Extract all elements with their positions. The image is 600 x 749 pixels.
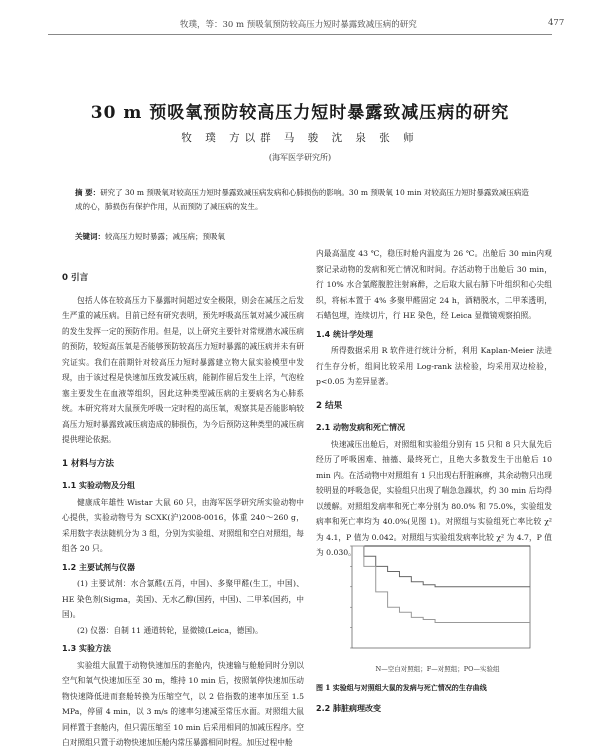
figure-caption: 图 1 实验组与对照组大鼠的发病与死亡情况的生存曲线 [316, 683, 487, 692]
article-authors: 牧 璞 方以群 马 骏 沈 泉 张 师 [181, 132, 419, 144]
section-1-3-text: 实验组大鼠置于动物快速加压的套舱内，快速输与舱舱同时分别以空气和氧气快速加压至 30 m，维持 10 min 后，按照氧停快速加压动物快速降低进而套舱转换为压缩空气，以 2 倍指数的速率加压至 1.5 MPa，停留 4 min，以 3 m/s 的速率匀速减至常压水面。对照组大鼠同样置于套舱内，但只需压缩至 10 min 后采用相同的加减压程序。空白对照组只置于动物快速加压舱内常压暴露相同时程。加压过程中舱 [62, 660, 304, 747]
section-1-2-heading: 1.2 主要试剂与仪器 [62, 562, 135, 572]
header-rule [48, 34, 552, 35]
running-title: 牧璞，等：30 m 预吸氧预防较高压力短时暴露致减压病的研究 [180, 20, 417, 30]
keywords [75, 231, 530, 242]
chart-frame [352, 546, 530, 648]
series-line-f [352, 546, 530, 623]
series-line-po [352, 546, 530, 587]
article-affiliation: (海军医学研究所) [268, 153, 332, 162]
abstract-text: 研究了 30 m 预吸氧对较高压力短时暴露致减压病发病和心肺损伤的影响。30 m 预吸氧 10 min 对较高压力短时暴露致减压病造成的心，肺损伤有保护作用，从而预防了减压病的发生。 [75, 188, 529, 211]
section-1-4-heading: 1.4 统计学处理 [316, 329, 373, 339]
reagents-item: (1) 主要试剂：水合氯醛(五肖，中国)、多聚甲醛(生工，中国)、HE 染色剂(Sigma，美国)、无水乙醇(国药，中国)、二甲苯(国药，中国)。 [62, 579, 304, 619]
intro-text: 包括人体在较高压力下暴露时间超过安全极限，则会在减压之后发生严重的减压病。目前已经有研究表明，预先呼吸高压氧对减少减压病的发生发挥一定的预防作用。但是，以上研究主要针对常规潜水减压病的预防，较短高压氧是否能够预防较高压力短时暴露的减压病并未有研究证实。我们在前期针对较高压力短时暴露建立物大鼠实验模型中发现，由于该过程是快速加压致发减压病，能制作留后发生上浮，气泡栓塞主要发生在血液等组织，因此这种类型减压病的主要病名为心肺系统。本研究将对大鼠预先呼吸一定时程的高压氧，观察其是否能影响较高压力短时暴露致减压病造成的肺损伤，为今后预防这种类型的减压病提供理论依据。 [62, 295, 304, 444]
section-1-3-heading: 1.3 实验方法 [62, 644, 111, 653]
section-1-1-text: 健康成年雄性 Wistar 大鼠 60 只，由海军医学研究所实验动物中心提供，实验动物号为 SCXK(沪)2008-0016，体重 240～260 g，采用数字表法随机分为 3 组，分别为实验组、对照组和空白对照组，每组各 20 只。 [62, 497, 304, 553]
survival-chart [330, 538, 545, 663]
keywords-label: 关键词： [75, 232, 105, 241]
intro-heading: 0 引言 [62, 273, 89, 283]
instruments-item: (2) 仪器：自制 11 通道转轮，显微镜(Leica，德国)。 [77, 625, 263, 635]
section-2-1-heading: 2.1 动物发病和死亡情况 [316, 423, 405, 432]
section-2-2-heading: 2.2 肺脏病理改变 [316, 704, 381, 713]
section-1-1-heading: 1.1 实验动物及分组 [62, 481, 135, 490]
keywords-text: 较高压力短时暴露；减压病；预吸氧 [105, 232, 225, 241]
chart-axes [350, 546, 530, 648]
methods-heading: 1 材料与方法 [62, 458, 114, 469]
section-2-1-text: 快速减压出舱后，对照组和实验组分别有 15 只和 8 只大鼠先后经历了呼吸困难、抽搐、最终死亡，且绝大多数发生于出舱后 10 min 内。在活动物中对照组有 1 只出现右肝脏麻痹，其余动物只出现较明显的呼吸急促，实验组只出现了喘急急躁状，约 30 min 后均得以缓解。对照组发病率和死亡率分别为 80.0% 和 75.0%，实验组发病率和死亡率均为 40.0%(见图 1)。对照组与实验组死亡率比较 χ² 为 4.1，P 值为 0.042。对照组与实验组发病率比较 χ² 为 4.7，P 值为 0.030。 [316, 439, 552, 557]
right-column [316, 246, 552, 561]
abstract-label: 摘 要： [75, 188, 101, 197]
results-heading: 2 结果 [316, 400, 343, 411]
chart-legend-caption: N—空白对照组；F—对照组；PO—实验组 [375, 665, 500, 673]
right-column-bottom [316, 698, 552, 718]
article-title: 30 m 预吸氧预防较高压力短时暴露致减压病的研究 [90, 103, 510, 123]
chart-series [352, 546, 530, 623]
abstract [75, 186, 530, 214]
continued-text: 内最高温度 43 ℃，稳压时舱内温度为 26 ℃。出舱后 30 min内观察记录动物的发病和死亡情况和时间。存活动物于出舱后 30 min，行 10% 水合氯醛腹腔注射麻醉，之后取大鼠右肺下叶组织和心尖组织，将标本置于 4% 多聚甲醛固定 24 h，酒精脱水，二甲苯透明，石蜡包埋，连续切片，行 HE 染色，经 Leica 显微镜观察拍照。 [316, 249, 552, 320]
page-number: 477 [548, 18, 565, 28]
section-1-4-text: 所得数据采用 R 软件进行统计分析，利用 Kaplan-Meier 法进行生存分析，组间比较采用 Log-rank 法检验，均采用双边检验，p<0.05 为差异显著。 [316, 346, 552, 386]
left-column [62, 262, 304, 749]
